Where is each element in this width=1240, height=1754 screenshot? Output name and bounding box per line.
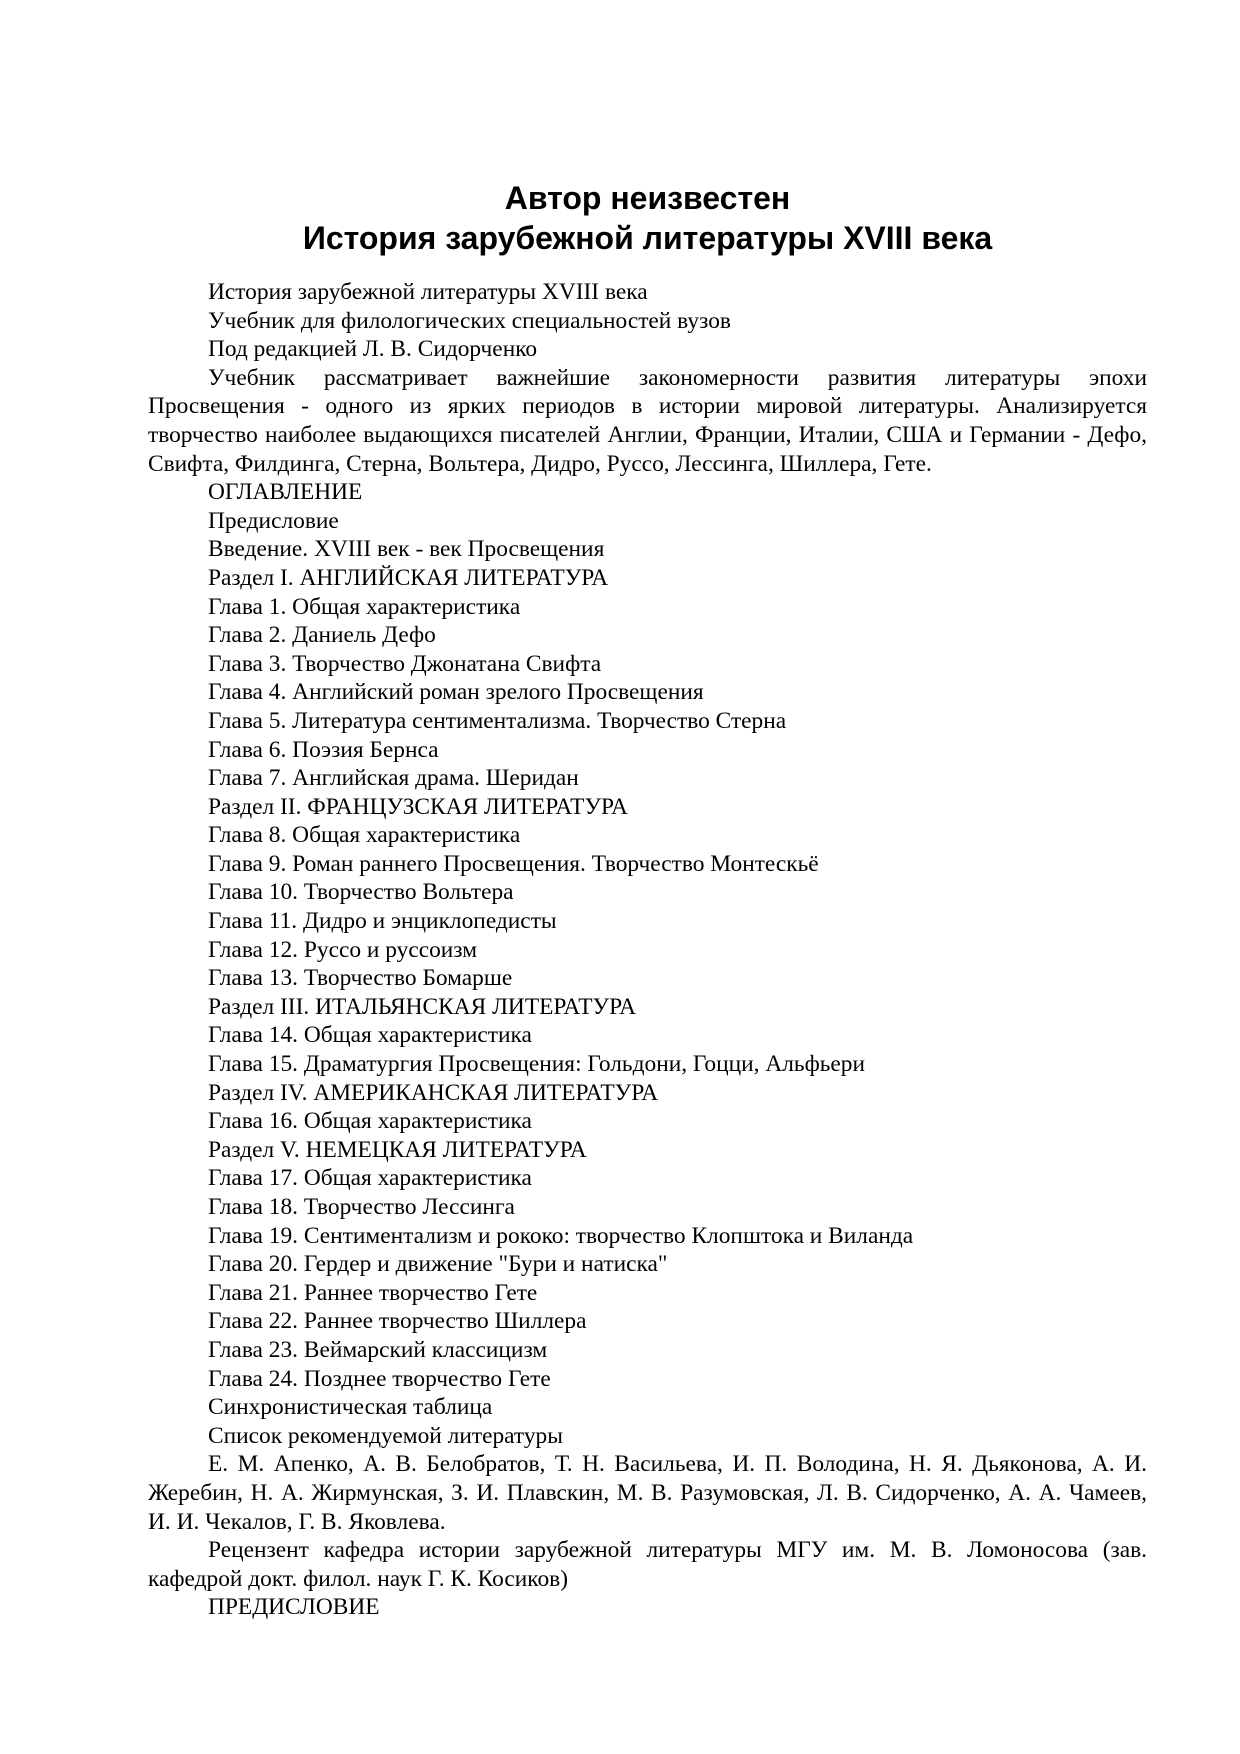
authors-paragraph: Е. М. Апенко, А. В. Белобратов, Т. Н. Васильева, И. П. Володина, Н. Я. Дьяконова, А. И. Жеребин, Н. А. Жирмунская, З. И. Плавскин, М. В. Разумовская, Л. В. Сидорченко, А. А. Чамеев, И. И. Чекалов, Г. В. Яковлева. [148, 1451, 1147, 1535]
toc-item: Глава 5. Литература сентиментализма. Творчество Стерна [208, 707, 787, 734]
toc-item: Глава 4. Английский роман зрелого Просвещения [208, 679, 704, 706]
toc-item: Глава 13. Творчество Бомарше [208, 965, 513, 992]
toc-item: Глава 7. Английская драма. Шеридан [208, 765, 579, 792]
toc-item: Синхронистическая таблица [208, 1394, 493, 1421]
abstract-paragraph: Учебник рассматривает важнейшие закономерности развития литературы эпохи Просвещения - одного из ярких периодов в истории мировой литературы. Анализируется творчество наиболее выдающихся писателей Англии, Франции, Италии, США и Германии - Дефо, Свифта, Филдинга, Стерна, Вольтера, Дидро, Руссо, Лессинга, Шиллера, Гете. [148, 364, 1147, 477]
toc-item: Глава 16. Общая характеристика [208, 1108, 532, 1135]
foreword-heading: ПРЕДИСЛОВИЕ [208, 1594, 380, 1621]
toc-item: Глава 3. Творчество Джонатана Свифта [208, 650, 602, 677]
toc-item: Раздел III. ИТАЛЬЯНСКАЯ ЛИТЕРАТУРА [208, 993, 637, 1020]
toc-item: Глава 21. Раннее творчество Гете [208, 1279, 538, 1306]
toc-item: Глава 22. Раннее творчество Шиллера [208, 1308, 587, 1335]
intro-line: История зарубежной литературы XVIII века [208, 279, 648, 305]
author-title: Автор неизвестен [504, 180, 791, 216]
document-body [148, 278, 1147, 1622]
toc-item: Глава 10. Творчество Вольтера [208, 879, 514, 906]
document-heading [148, 178, 1147, 258]
toc-item: Глава 11. Дидро и энциклопедисты [208, 908, 557, 935]
toc-item: Глава 12. Руссо и руссоизм [208, 936, 478, 963]
toc-item: Введение. XVIII век - век Просвещения [208, 536, 605, 563]
toc-item: Глава 24. Позднее творчество Гете [208, 1365, 551, 1392]
toc-item: Глава 15. Драматургия Просвещения: Гольдони, Гоцци, Альфьери [208, 1051, 865, 1078]
toc-item: Глава 9. Роман раннего Просвещения. Творчество Монтескьё [208, 850, 819, 877]
toc-item: Раздел I. АНГЛИЙСКАЯ ЛИТЕРАТУРА [208, 564, 609, 591]
toc-item: Глава 8. Общая характеристика [208, 822, 521, 849]
toc-item: Глава 18. Творчество Лессинга [208, 1194, 515, 1220]
table-of-contents [148, 507, 1147, 1451]
reviewer-paragraph: Рецензент кафедра истории зарубежной литературы МГУ им. М. В. Ломоносова (зав. кафедрой докт. филол. наук Г. К. Косиков) [148, 1537, 1147, 1592]
toc-item: Глава 23. Веймарский классицизм [208, 1336, 548, 1363]
toc-item: Предисловие [208, 507, 339, 534]
toc-item: Глава 19. Сентиментализм и рококо: творчество Клопштока и Виланда [208, 1222, 914, 1249]
toc-item: Раздел II. ФРАНЦУЗСКАЯ ЛИТЕРАТУРА [208, 793, 628, 820]
intro-line: Под редакцией Л. В. Сидорченко [208, 336, 538, 363]
toc-item: Глава 14. Общая характеристика [208, 1022, 532, 1049]
intro-line: Учебник для филологических специальностей вузов [208, 307, 731, 334]
toc-item: Глава 2. Даниель Дефо [208, 622, 436, 649]
toc-heading: ОГЛАВЛЕНИЕ [208, 479, 363, 506]
toc-item: Глава 1. Общая характеристика [208, 593, 521, 620]
toc-item: Список рекомендуемой литературы [208, 1422, 563, 1449]
toc-item: Глава 6. Поэзия Бернса [208, 736, 439, 763]
toc-item: Раздел V. НЕМЕЦКАЯ ЛИТЕРАТУРА [208, 1136, 587, 1163]
toc-item: Раздел IV. АМЕРИКАНСКАЯ ЛИТЕРАТУРА [208, 1079, 659, 1106]
book-title: История зарубежной литературы XVIII века [302, 220, 993, 256]
toc-item: Глава 20. Гердер и движение "Бури и натиска" [208, 1251, 668, 1278]
toc-item: Глава 17. Общая характеристика [208, 1165, 532, 1192]
